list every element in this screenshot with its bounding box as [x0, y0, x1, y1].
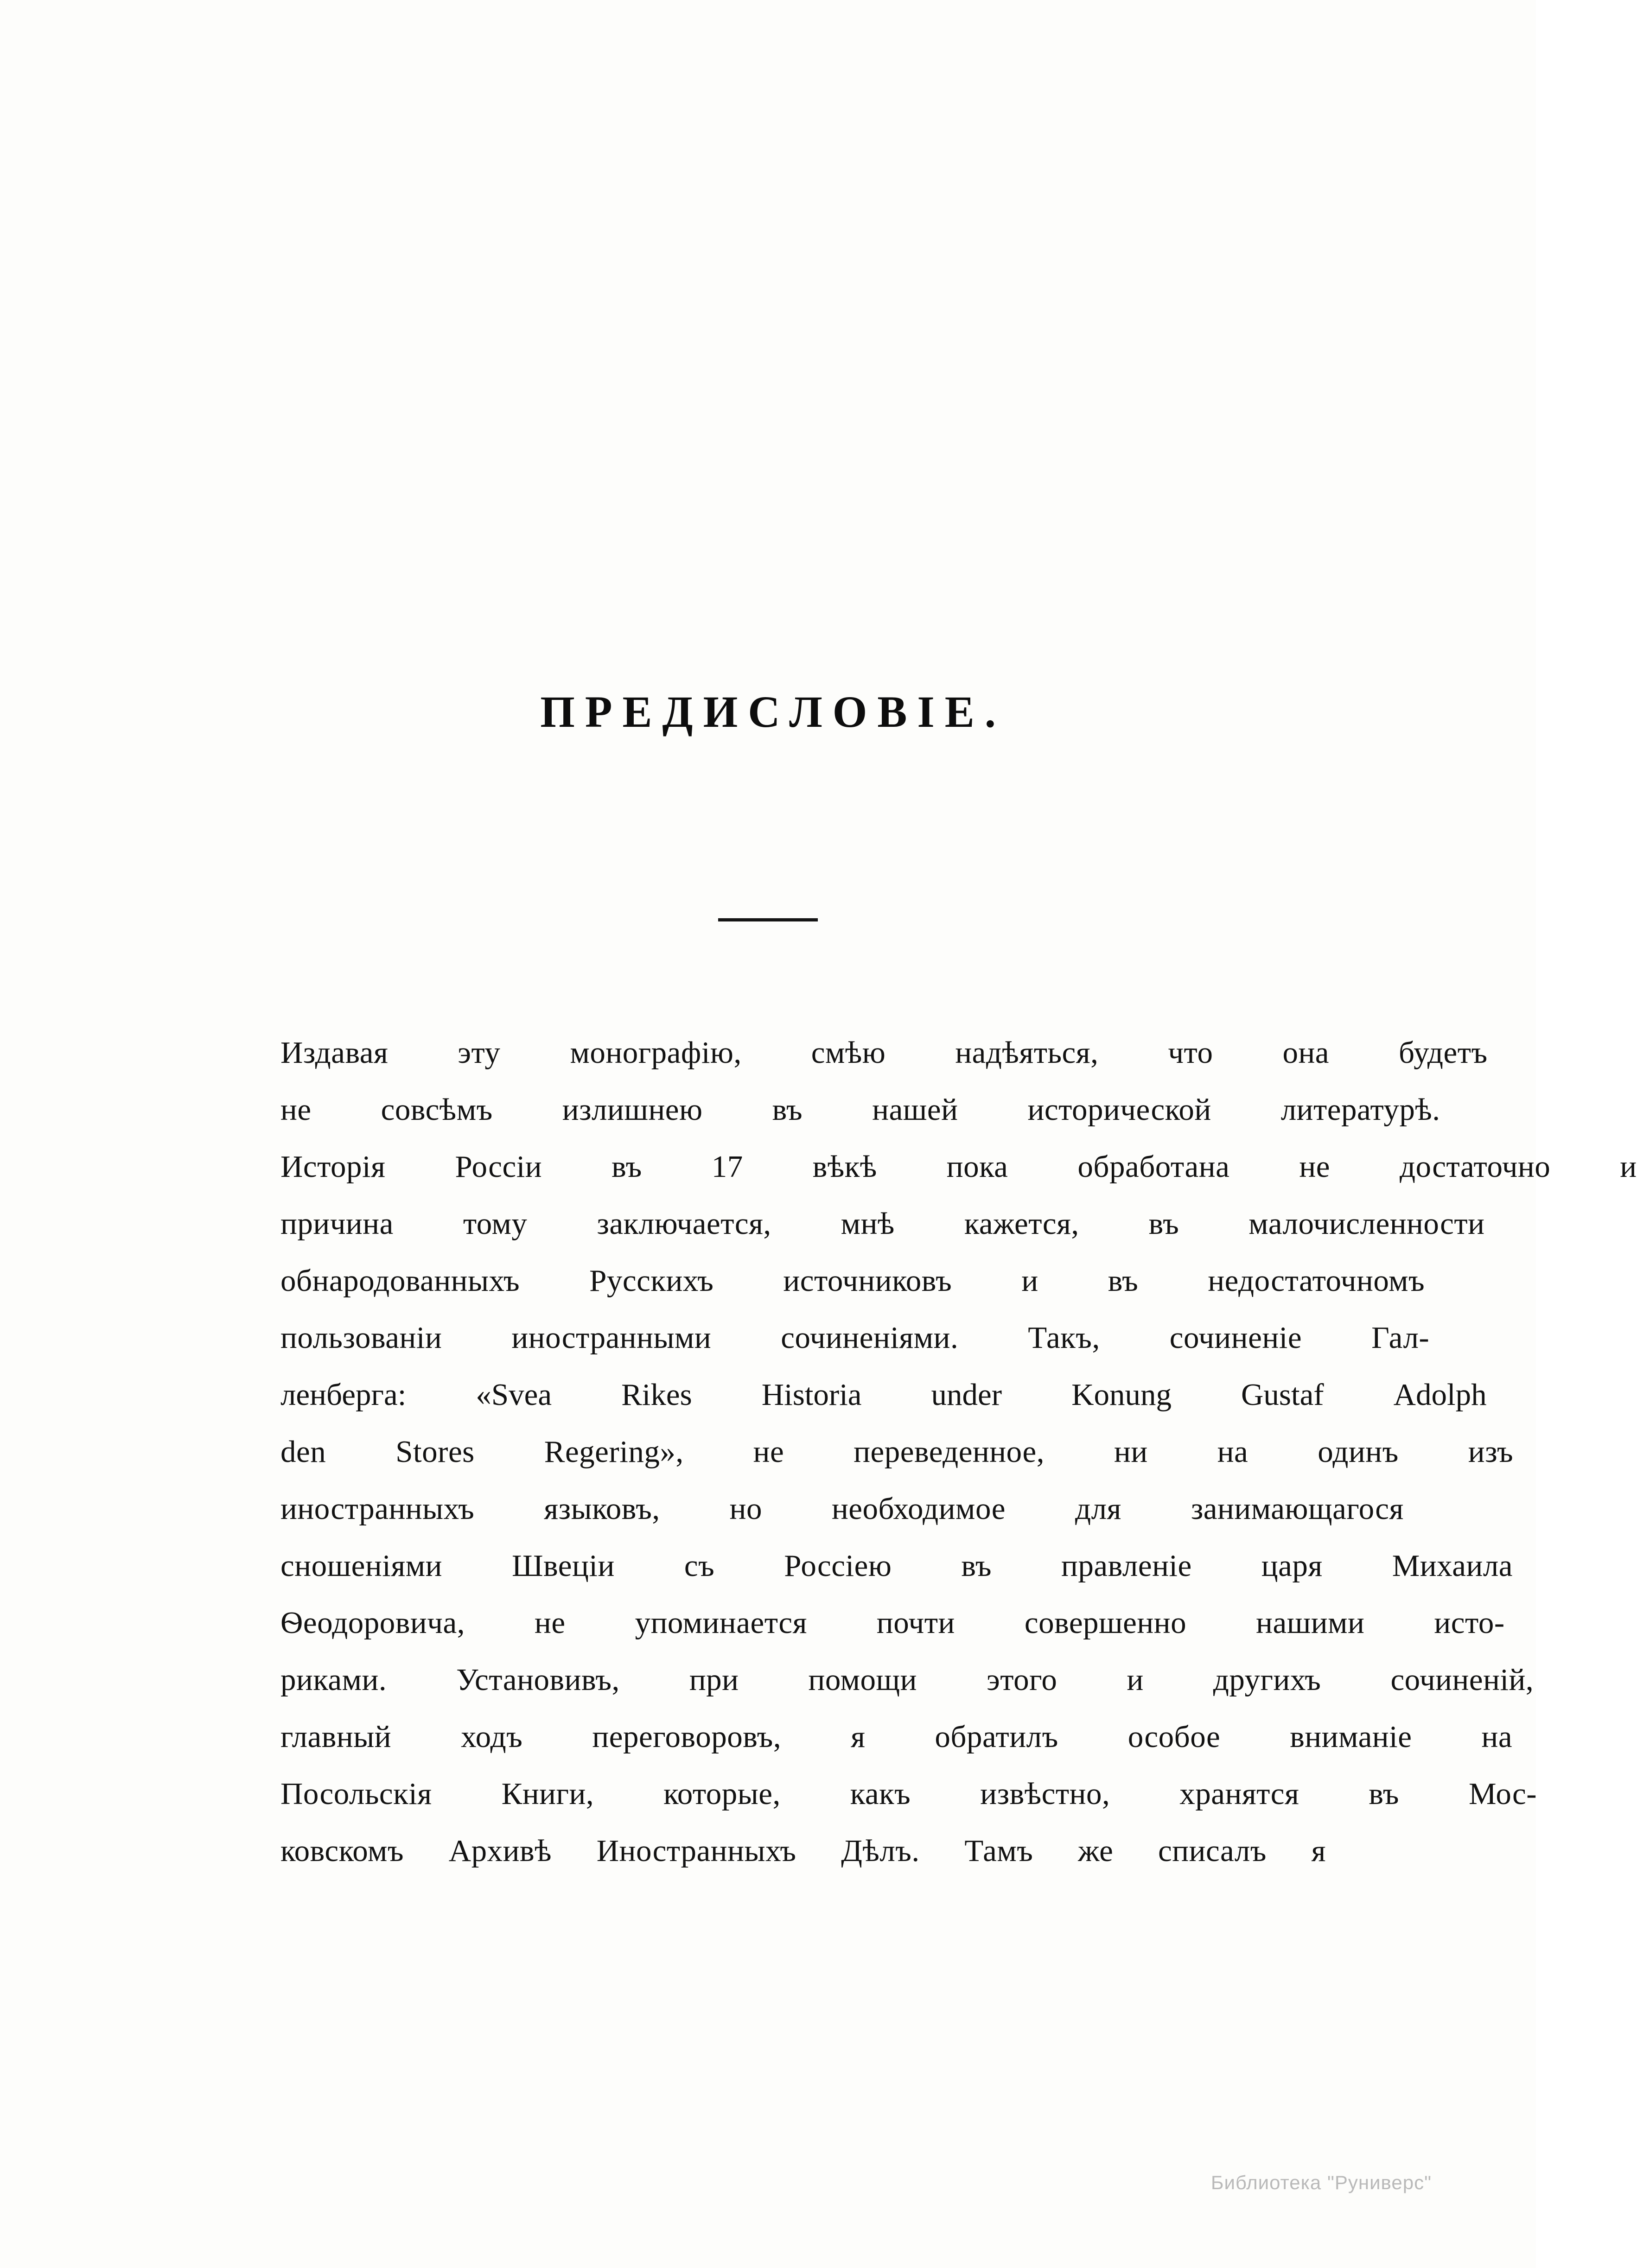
word: Historia [761, 1378, 862, 1412]
word: den [280, 1435, 326, 1469]
word: переведенное, [854, 1435, 1045, 1469]
text-line [211, 1652, 1534, 1709]
word: упоминается [635, 1606, 807, 1640]
word: ходъ [461, 1720, 523, 1754]
word: пользованіи [280, 1321, 442, 1355]
word: Такъ, [1028, 1321, 1100, 1355]
word: для [1075, 1492, 1121, 1526]
word: главный [280, 1720, 392, 1754]
word: Regering», [544, 1435, 684, 1469]
word: заключается, [597, 1207, 771, 1241]
word: излишнею [562, 1093, 703, 1127]
word: вѣкѣ [812, 1150, 877, 1184]
text-line [211, 1480, 1404, 1537]
word: смѣю [811, 1036, 886, 1070]
text-line [211, 1195, 1485, 1252]
text-line [211, 1081, 1440, 1138]
title-divider-wrap [0, 915, 1536, 924]
word: она [1282, 1036, 1330, 1070]
word: почти [876, 1606, 955, 1640]
word: совсѣмъ [381, 1093, 493, 1127]
text-line [211, 1252, 1425, 1309]
word: нашей [872, 1093, 958, 1127]
text-line [211, 1309, 1430, 1366]
word: Гал- [1371, 1321, 1430, 1355]
word: языковъ, [544, 1492, 660, 1526]
word: на [1217, 1435, 1248, 1469]
text-line: ковскомъ Архивѣ Иностранныхъ Дѣлъ. Тамъ же списалъ я [280, 1834, 1326, 1868]
word: обработана [1077, 1150, 1230, 1184]
word: иностранными [511, 1321, 712, 1355]
word: причина [280, 1207, 394, 1241]
word: и [1620, 1150, 1637, 1184]
word: Русскихъ [589, 1264, 714, 1298]
word: Stores [395, 1435, 475, 1469]
word: Книги, [501, 1777, 594, 1811]
word: въ [611, 1150, 642, 1184]
word: въ [772, 1093, 803, 1127]
word: обратилъ [935, 1720, 1058, 1754]
word: переговоровъ, [592, 1720, 782, 1754]
word: занимающагося [1191, 1492, 1404, 1526]
word: литературѣ. [1280, 1093, 1440, 1127]
word: на [1481, 1720, 1513, 1754]
word: которые, [663, 1777, 781, 1811]
word: Gustaf [1241, 1378, 1324, 1412]
text-line [211, 1709, 1513, 1766]
word: риками. [280, 1663, 387, 1697]
word: вниманіе [1290, 1720, 1412, 1754]
word: помощи [808, 1663, 917, 1697]
word: недостаточномъ [1208, 1264, 1425, 1298]
word: но [729, 1492, 762, 1526]
word: 17 [711, 1150, 743, 1184]
word: исторической [1027, 1093, 1211, 1127]
preface-paragraph-1 [211, 1024, 1637, 1880]
word: не [534, 1606, 566, 1640]
page-title-block [0, 686, 1536, 737]
word: Adolph [1393, 1378, 1487, 1412]
word: одинъ [1318, 1435, 1399, 1469]
word: Россіею [784, 1549, 892, 1583]
word: Михаила [1392, 1549, 1513, 1583]
word: Мос- [1468, 1777, 1537, 1811]
word: тому [463, 1207, 528, 1241]
word: сочиненіями. [781, 1321, 959, 1355]
text-line [211, 1537, 1513, 1595]
word: пока [946, 1150, 1008, 1184]
text-line [211, 1366, 1487, 1423]
word: иностранныхъ [280, 1492, 475, 1526]
word: не [1299, 1150, 1330, 1184]
word: изъ [1468, 1435, 1514, 1469]
word: исто- [1434, 1606, 1505, 1640]
text-line [211, 1423, 1514, 1480]
library-watermark: Библиотека "Руниверс" [1210, 2172, 1432, 2193]
word: другихъ [1213, 1663, 1321, 1697]
word: кажется, [964, 1207, 1079, 1241]
word: монографію, [570, 1036, 742, 1070]
word: Ѳеодоровича, [280, 1606, 465, 1640]
word: какъ [850, 1777, 911, 1811]
word: сочиненій, [1390, 1663, 1534, 1697]
text-line [211, 1138, 1637, 1195]
word: не [280, 1093, 312, 1127]
page-title: ПРЕДИСЛОВІЕ. [540, 687, 1006, 737]
text-line [211, 1766, 1537, 1823]
word: въ [1369, 1777, 1399, 1811]
word: совершенно [1024, 1606, 1187, 1640]
word: under [931, 1378, 1002, 1412]
word: мнѣ [841, 1207, 895, 1241]
word: особое [1127, 1720, 1221, 1754]
word: не [753, 1435, 784, 1469]
text-line [211, 1595, 1505, 1652]
word: въ [961, 1549, 992, 1583]
preface-body [211, 1024, 1637, 1880]
word: Россіи [455, 1150, 542, 1184]
word: въ [1148, 1207, 1179, 1241]
word: въ [1108, 1264, 1139, 1298]
word: сочиненіе [1169, 1321, 1302, 1355]
word: Исторія [280, 1150, 386, 1184]
horizontal-rule-divider [718, 918, 818, 921]
word: Посольскія [280, 1777, 432, 1811]
word: Rikes [621, 1378, 692, 1412]
word: съ [684, 1549, 715, 1583]
word: ленберга: [280, 1378, 407, 1412]
word: обнародованныхъ [280, 1264, 520, 1298]
word: Швеціи [511, 1549, 615, 1583]
word: сношеніями [280, 1549, 442, 1583]
word: и [1127, 1663, 1144, 1697]
word: правленіе [1061, 1549, 1192, 1583]
word: что [1168, 1036, 1213, 1070]
word: будетъ [1399, 1036, 1488, 1070]
word: необходимое [831, 1492, 1006, 1526]
word: надѣяться, [955, 1036, 1099, 1070]
word: хранятся [1179, 1777, 1299, 1811]
word: достаточно [1399, 1150, 1551, 1184]
word: я [851, 1720, 866, 1754]
word: при [689, 1663, 739, 1697]
word: «Svea [476, 1378, 552, 1412]
word: Установивъ, [456, 1663, 620, 1697]
word: нашими [1256, 1606, 1365, 1640]
word: этого [986, 1663, 1057, 1697]
text-line [211, 1024, 1488, 1081]
word: малочисленности [1248, 1207, 1485, 1241]
word: эту [458, 1036, 501, 1070]
word: ни [1114, 1435, 1148, 1469]
word: Издавая [280, 1036, 389, 1070]
word: извѣстно, [980, 1777, 1110, 1811]
word: царя [1261, 1549, 1323, 1583]
word: источниковъ [783, 1264, 952, 1298]
word: и [1021, 1264, 1038, 1298]
word: Konung [1071, 1378, 1172, 1412]
